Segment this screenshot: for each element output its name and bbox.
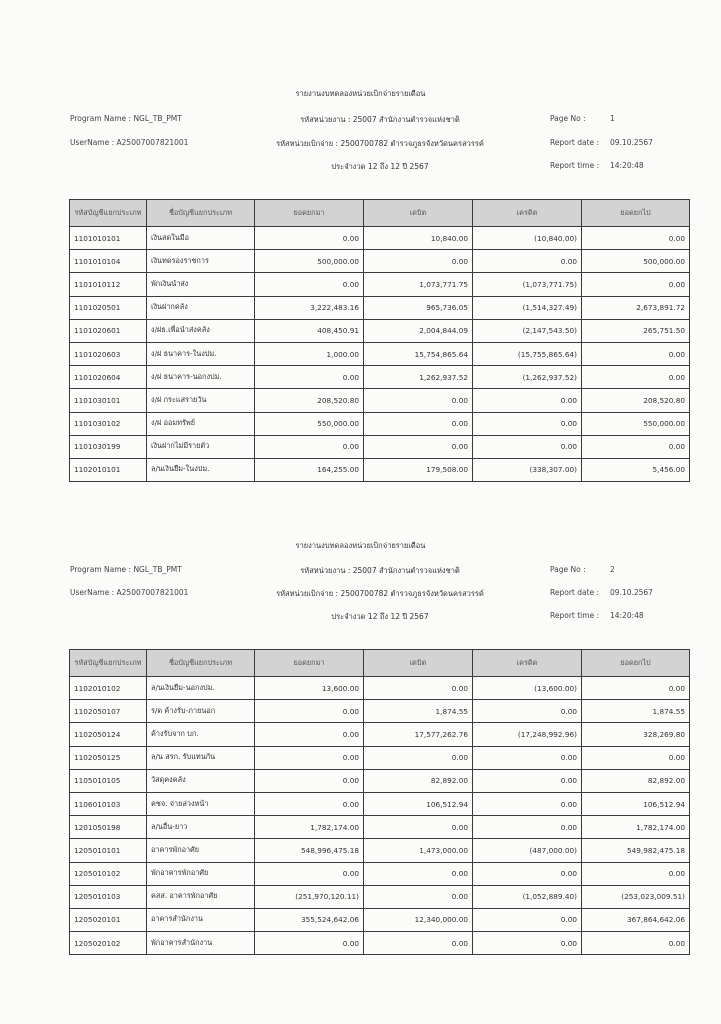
- balance-brought-forward-cell: 0.00: [255, 769, 364, 792]
- account-name-cell: วัสดุคงคลัง: [147, 769, 255, 792]
- debit-cell: 1,262,937.52: [364, 366, 473, 389]
- account-name-cell: ง/ฝ ธนาคาร-ในงปม.: [147, 342, 255, 365]
- credit-cell: (1,514,327.49): [473, 296, 582, 319]
- balance-carried-forward-cell: 1,874.55: [582, 700, 690, 723]
- debit-cell: 0.00: [364, 885, 473, 908]
- account-name-cell: ง/ฝธ.เพื่อนำส่งคลัง: [147, 319, 255, 342]
- balance-carried-forward-cell: 1,782,174.00: [582, 816, 690, 839]
- report-date: 09.10.2567: [610, 138, 653, 147]
- account-code-cell: 1102010102: [70, 677, 147, 700]
- account-name-cell: พักอาคารพักอาศัย: [147, 862, 255, 885]
- report-title: รายงานงบทดลองหน่วยเบิกจ่ายรายเดือน: [295, 89, 426, 98]
- debit-cell: 15,754,865.64: [364, 342, 473, 365]
- table-row: [70, 839, 690, 862]
- column-header-credit: เครดิต: [473, 650, 582, 677]
- account-name-cell: เงินสดในมือ: [147, 227, 255, 250]
- account-code-cell: 1102050107: [70, 700, 147, 723]
- balance-carried-forward-cell: 2,673,891.72: [582, 296, 690, 319]
- program-name: Program Name : NGL_TB_PMT: [70, 114, 182, 123]
- debit-cell: 0.00: [364, 677, 473, 700]
- balance-carried-forward-cell: 0.00: [582, 862, 690, 885]
- account-name-cell: พักอาคารสำนักงาน: [147, 932, 255, 955]
- balance-brought-forward-cell: 1,000.00: [255, 342, 364, 365]
- debit-cell: 1,073,771.75: [364, 273, 473, 296]
- account-name-cell: เงินทดรองราชการ: [147, 250, 255, 273]
- balance-brought-forward-cell: 0.00: [255, 932, 364, 955]
- account-code-cell: 1201050198: [70, 816, 147, 839]
- department-code: รหัสหน่วยงาน : 25007 สำนักงานตำรวจแห่งชาติ: [300, 566, 460, 575]
- credit-cell: (338,307.00): [473, 458, 582, 481]
- account-code-cell: 1102050125: [70, 746, 147, 769]
- credit-cell: (1,262,937.52): [473, 366, 582, 389]
- debit-cell: 1,473,000.00: [364, 839, 473, 862]
- balance-carried-forward-cell: 0.00: [582, 932, 690, 955]
- balance-brought-forward-cell: 0.00: [255, 366, 364, 389]
- credit-cell: 0.00: [473, 769, 582, 792]
- debit-cell: 2,004,844.09: [364, 319, 473, 342]
- debit-cell: 0.00: [364, 435, 473, 458]
- balance-brought-forward-cell: 0.00: [255, 273, 364, 296]
- page-no: 1: [610, 114, 615, 123]
- account-name-cell: เงินฝากคลัง: [147, 296, 255, 319]
- balance-carried-forward-cell: 0.00: [582, 677, 690, 700]
- balance-brought-forward-cell: 0.00: [255, 435, 364, 458]
- trial-balance-table: [69, 649, 690, 955]
- column-header-balance-carried-forward: ยอดยกไป: [582, 650, 690, 677]
- debit-cell: 965,736.05: [364, 296, 473, 319]
- page-no: 2: [610, 565, 615, 574]
- credit-cell: (487,000.00): [473, 839, 582, 862]
- credit-cell: 0.00: [473, 412, 582, 435]
- account-code-cell: 1101020601: [70, 319, 147, 342]
- account-code-cell: 1101020603: [70, 342, 147, 365]
- program-name: Program Name : NGL_TB_PMT: [70, 565, 182, 574]
- account-code-cell: 1205010103: [70, 885, 147, 908]
- balance-carried-forward-cell: 265,751.50: [582, 319, 690, 342]
- balance-brought-forward-cell: 548,996,475.18: [255, 839, 364, 862]
- debit-cell: 106,512.94: [364, 792, 473, 815]
- account-code-cell: 1205020101: [70, 908, 147, 931]
- table-row: [70, 862, 690, 885]
- credit-cell: (10,840.00): [473, 227, 582, 250]
- column-header-account-code: รหัสบัญชีแยกประเภท: [70, 200, 147, 227]
- account-name-cell: เงินฝากไม่มีรายตัว: [147, 435, 255, 458]
- balance-carried-forward-cell: 0.00: [582, 227, 690, 250]
- account-code-cell: 1205020102: [70, 932, 147, 955]
- credit-cell: 0.00: [473, 389, 582, 412]
- account-code-cell: 1101020604: [70, 366, 147, 389]
- balance-brought-forward-cell: 500,000.00: [255, 250, 364, 273]
- account-code-cell: 1102050124: [70, 723, 147, 746]
- account-name-cell: ล/น สรก. รับแทนกัน: [147, 746, 255, 769]
- balance-brought-forward-cell: 408,450.91: [255, 319, 364, 342]
- column-header-credit: เครดิต: [473, 200, 582, 227]
- account-code-cell: 1205010101: [70, 839, 147, 862]
- report-time-label: Report time :: [550, 611, 600, 620]
- account-code-cell: 1106010103: [70, 792, 147, 815]
- account-code-cell: 1101030199: [70, 435, 147, 458]
- debit-cell: 0.00: [364, 389, 473, 412]
- column-header-debit: เดบิต: [364, 650, 473, 677]
- table-row: [70, 932, 690, 955]
- credit-cell: (15,755,865.64): [473, 342, 582, 365]
- account-name-cell: ล/นอื่น-ยาว: [147, 816, 255, 839]
- debit-cell: 10,840.00: [364, 227, 473, 250]
- credit-cell: (2,147,543.50): [473, 319, 582, 342]
- report-title: รายงานงบทดลองหน่วยเบิกจ่ายรายเดือน: [295, 541, 426, 550]
- balance-carried-forward-cell: (253,023,009.51): [582, 885, 690, 908]
- report-time-label: Report time :: [550, 161, 600, 170]
- account-name-cell: ล/นเงินยืม-นอกงปม.: [147, 677, 255, 700]
- credit-cell: 0.00: [473, 250, 582, 273]
- report-time: 14:20:48: [610, 161, 644, 170]
- credit-cell: 0.00: [473, 435, 582, 458]
- balance-carried-forward-cell: 5,456.00: [582, 458, 690, 481]
- account-code-cell: 1101030102: [70, 412, 147, 435]
- debit-cell: 0.00: [364, 862, 473, 885]
- account-code-cell: 1101010112: [70, 273, 147, 296]
- balance-carried-forward-cell: 328,269.80: [582, 723, 690, 746]
- balance-brought-forward-cell: 208,520.80: [255, 389, 364, 412]
- account-name-cell: คชจ. จ่ายล่วงหน้า: [147, 792, 255, 815]
- balance-carried-forward-cell: 0.00: [582, 746, 690, 769]
- table-row: [70, 677, 690, 700]
- page-no-label: Page No :: [550, 114, 586, 123]
- credit-cell: (13,600.00): [473, 677, 582, 700]
- column-header-account-name: ชื่อบัญชีแยกประเภท: [147, 650, 255, 677]
- balance-brought-forward-cell: 0.00: [255, 227, 364, 250]
- balance-brought-forward-cell: 164,255.00: [255, 458, 364, 481]
- balance-brought-forward-cell: 3,222,483.16: [255, 296, 364, 319]
- account-name-cell: ร/ด ค้างรับ-ภายนอก: [147, 700, 255, 723]
- column-header-balance-carried-forward: ยอดยกไป: [582, 200, 690, 227]
- user-name: UserName : A25007007821001: [70, 588, 189, 597]
- balance-brought-forward-cell: 13,600.00: [255, 677, 364, 700]
- debit-cell: 82,892.00: [364, 769, 473, 792]
- credit-cell: 0.00: [473, 932, 582, 955]
- account-code-cell: 1101020501: [70, 296, 147, 319]
- account-name-cell: อาคารพักอาศัย: [147, 839, 255, 862]
- department-code: รหัสหน่วยงาน : 25007 สำนักงานตำรวจแห่งชาติ: [300, 115, 460, 124]
- balance-carried-forward-cell: 106,512.94: [582, 792, 690, 815]
- table-row: [70, 746, 690, 769]
- debit-cell: 17,577,262.76: [364, 723, 473, 746]
- balance-brought-forward-cell: 550,000.00: [255, 412, 364, 435]
- credit-cell: 0.00: [473, 746, 582, 769]
- column-header-balance-brought-forward: ยอดยกมา: [255, 200, 364, 227]
- account-name-cell: คสส. อาคารพักอาศัย: [147, 885, 255, 908]
- debit-cell: 0.00: [364, 746, 473, 769]
- balance-brought-forward-cell: 0.00: [255, 723, 364, 746]
- table-row: [70, 792, 690, 815]
- debit-cell: 0.00: [364, 932, 473, 955]
- table-row: [70, 700, 690, 723]
- column-header-account-name: ชื่อบัญชีแยกประเภท: [147, 200, 255, 227]
- balance-carried-forward-cell: 0.00: [582, 366, 690, 389]
- debit-cell: 1,874.55: [364, 700, 473, 723]
- table-row: [70, 908, 690, 931]
- balance-brought-forward-cell: 355,524,642.06: [255, 908, 364, 931]
- disbursing-unit-code: รหัสหน่วยเบิกจ่าย : 2500700782 ตำรวจภูธรจังหวัดนครสวรรค์: [276, 589, 484, 598]
- account-name-cell: ง/ฝ ธนาคาร-นอกงปม.: [147, 366, 255, 389]
- account-code-cell: 1105010105: [70, 769, 147, 792]
- balance-carried-forward-cell: 549,982,475.18: [582, 839, 690, 862]
- balance-brought-forward-cell: 0.00: [255, 746, 364, 769]
- account-name-cell: พักเงินนำส่ง: [147, 273, 255, 296]
- balance-brought-forward-cell: 0.00: [255, 862, 364, 885]
- account-name-cell: ง/ฝ ออมทรัพย์: [147, 412, 255, 435]
- account-name-cell: อาคารสำนักงาน: [147, 908, 255, 931]
- column-header-account-code: รหัสบัญชีแยกประเภท: [70, 650, 147, 677]
- debit-cell: 179,508.00: [364, 458, 473, 481]
- balance-carried-forward-cell: 0.00: [582, 273, 690, 296]
- credit-cell: 0.00: [473, 816, 582, 839]
- credit-cell: 0.00: [473, 908, 582, 931]
- report-time: 14:20:48: [610, 611, 644, 620]
- table-row: [70, 885, 690, 908]
- balance-brought-forward-cell: (251,970,120.11): [255, 885, 364, 908]
- credit-cell: 0.00: [473, 700, 582, 723]
- account-code-cell: 1101010104: [70, 250, 147, 273]
- table-row: [70, 816, 690, 839]
- debit-cell: 0.00: [364, 412, 473, 435]
- balance-brought-forward-cell: 1,782,174.00: [255, 816, 364, 839]
- balance-carried-forward-cell: 500,000.00: [582, 250, 690, 273]
- account-code-cell: 1205010102: [70, 862, 147, 885]
- account-name-cell: ค้างรับจาก บก.: [147, 723, 255, 746]
- column-header-balance-brought-forward: ยอดยกมา: [255, 650, 364, 677]
- period: ประจำงวด 12 ถึง 12 ปี 2567: [331, 612, 429, 621]
- debit-cell: 0.00: [364, 250, 473, 273]
- table-row: [70, 769, 690, 792]
- debit-cell: 12,340,000.00: [364, 908, 473, 931]
- balance-carried-forward-cell: 208,520.80: [582, 389, 690, 412]
- page-no-label: Page No :: [550, 565, 586, 574]
- disbursing-unit-code: รหัสหน่วยเบิกจ่าย : 2500700782 ตำรวจภูธรจังหวัดนครสวรรค์: [276, 139, 484, 148]
- column-header-debit: เดบิต: [364, 200, 473, 227]
- credit-cell: (17,248,992.96): [473, 723, 582, 746]
- credit-cell: 0.00: [473, 862, 582, 885]
- balance-carried-forward-cell: 367,864,642.06: [582, 908, 690, 931]
- report-date-label: Report date :: [550, 588, 600, 597]
- credit-cell: (1,073,771.75): [473, 273, 582, 296]
- balance-carried-forward-cell: 82,892.00: [582, 769, 690, 792]
- period: ประจำงวด 12 ถึง 12 ปี 2567: [331, 162, 429, 171]
- balance-brought-forward-cell: 0.00: [255, 792, 364, 815]
- credit-cell: 0.00: [473, 792, 582, 815]
- balance-carried-forward-cell: 0.00: [582, 435, 690, 458]
- report-date: 09.10.2567: [610, 588, 653, 597]
- credit-cell: (1,052,889.40): [473, 885, 582, 908]
- table-header-row: [70, 650, 690, 677]
- report-date-label: Report date :: [550, 138, 600, 147]
- table-row: [70, 723, 690, 746]
- account-code-cell: 1102010101: [70, 458, 147, 481]
- account-code-cell: 1101030101: [70, 389, 147, 412]
- balance-brought-forward-cell: 0.00: [255, 700, 364, 723]
- balance-carried-forward-cell: 0.00: [582, 342, 690, 365]
- account-code-cell: 1101010101: [70, 227, 147, 250]
- account-name-cell: ง/ฝ กระแสรายวัน: [147, 389, 255, 412]
- balance-carried-forward-cell: 550,000.00: [582, 412, 690, 435]
- account-name-cell: ล/นเงินยืม-ในงปม.: [147, 458, 255, 481]
- user-name: UserName : A25007007821001: [70, 138, 189, 147]
- debit-cell: 0.00: [364, 816, 473, 839]
